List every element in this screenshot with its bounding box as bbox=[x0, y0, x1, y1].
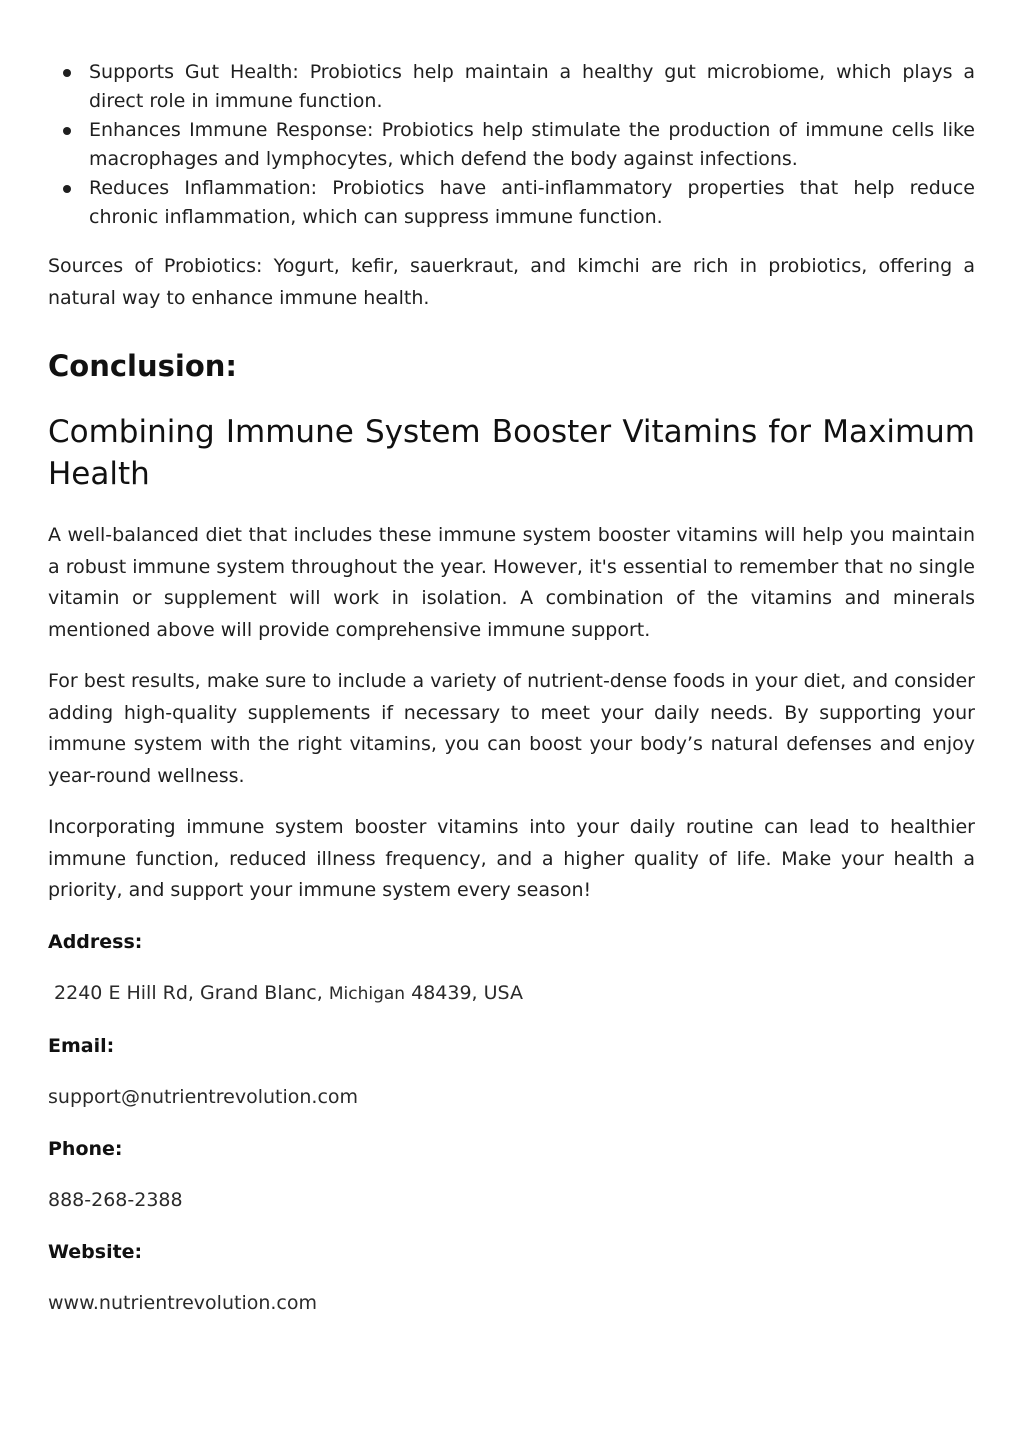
list-item bbox=[48, 58, 975, 116]
list-item-text: Enhances Immune Response: Probiotics help stimulate the production of immune cells like macrophages and lymphocytes, which defend the body against infections. bbox=[89, 119, 975, 170]
phone-label: Phone: bbox=[48, 1137, 123, 1160]
sources-paragraph: Sources of Probiotics: Yogurt, kefir, sauerkraut, and kimchi are rich in probiotics, offering a natural way to enhance immune health. bbox=[48, 255, 975, 309]
phone-number[interactable]: 888-268-2388 bbox=[48, 1188, 183, 1211]
conclusion-heading: Conclusion: bbox=[48, 349, 237, 383]
email-link[interactable]: support@nutrientrevolution.com bbox=[48, 1085, 359, 1108]
list-item-text: Reduces Inflammation: Probiotics have anti-inflammatory properties that help reduce chronic inflammation, which can suppress immune function. bbox=[89, 177, 975, 228]
list-item bbox=[48, 174, 975, 232]
website-link[interactable]: www.nutrientrevolution.com bbox=[48, 1291, 318, 1314]
body-paragraph: For best results, make sure to include a variety of nutrient-dense foods in your diet, and consider adding high-quality supplements if necessary to meet your daily needs. By supporting your immune system with the right vitamins, you can boost your body’s natural defenses and enjoy year-round wellness. bbox=[48, 670, 975, 787]
conclusion-subheading: Combining Immune System Booster Vitamins for Maximum Health bbox=[48, 414, 975, 492]
address-label: Address: bbox=[48, 930, 143, 953]
bullet-icon bbox=[63, 69, 71, 77]
address-value bbox=[48, 980, 975, 1007]
body-paragraph: Incorporating immune system booster vitamins into your daily routine can lead to healthier immune function, reduced illness frequency, and a higher quality of life. Make your health a priority, and support your immune system every season! bbox=[48, 816, 975, 901]
address-zip: 48439, USA bbox=[405, 981, 523, 1004]
probiotic-benefits-list bbox=[48, 0, 975, 232]
website-label: Website: bbox=[48, 1240, 143, 1263]
body-paragraph: A well-balanced diet that includes these immune system booster vitamins will help you maintain a robust immune system throughout the year. However, it's essential to remember that no single vitamin or supplement will work in isolation. A combination of the vitamins and minerals mentioned above will provide comprehensive immune support. bbox=[48, 524, 975, 641]
address-state: Michigan bbox=[328, 983, 406, 1004]
bullet-icon bbox=[63, 127, 71, 135]
email-label: Email: bbox=[48, 1034, 115, 1057]
list-item bbox=[48, 116, 975, 174]
bullet-icon bbox=[63, 185, 71, 193]
list-item-text: Supports Gut Health: Probiotics help maintain a healthy gut microbiome, which plays a direct role in immune function. bbox=[89, 61, 975, 112]
address-street: 2240 E Hill Rd, Grand Blanc, bbox=[54, 981, 329, 1004]
